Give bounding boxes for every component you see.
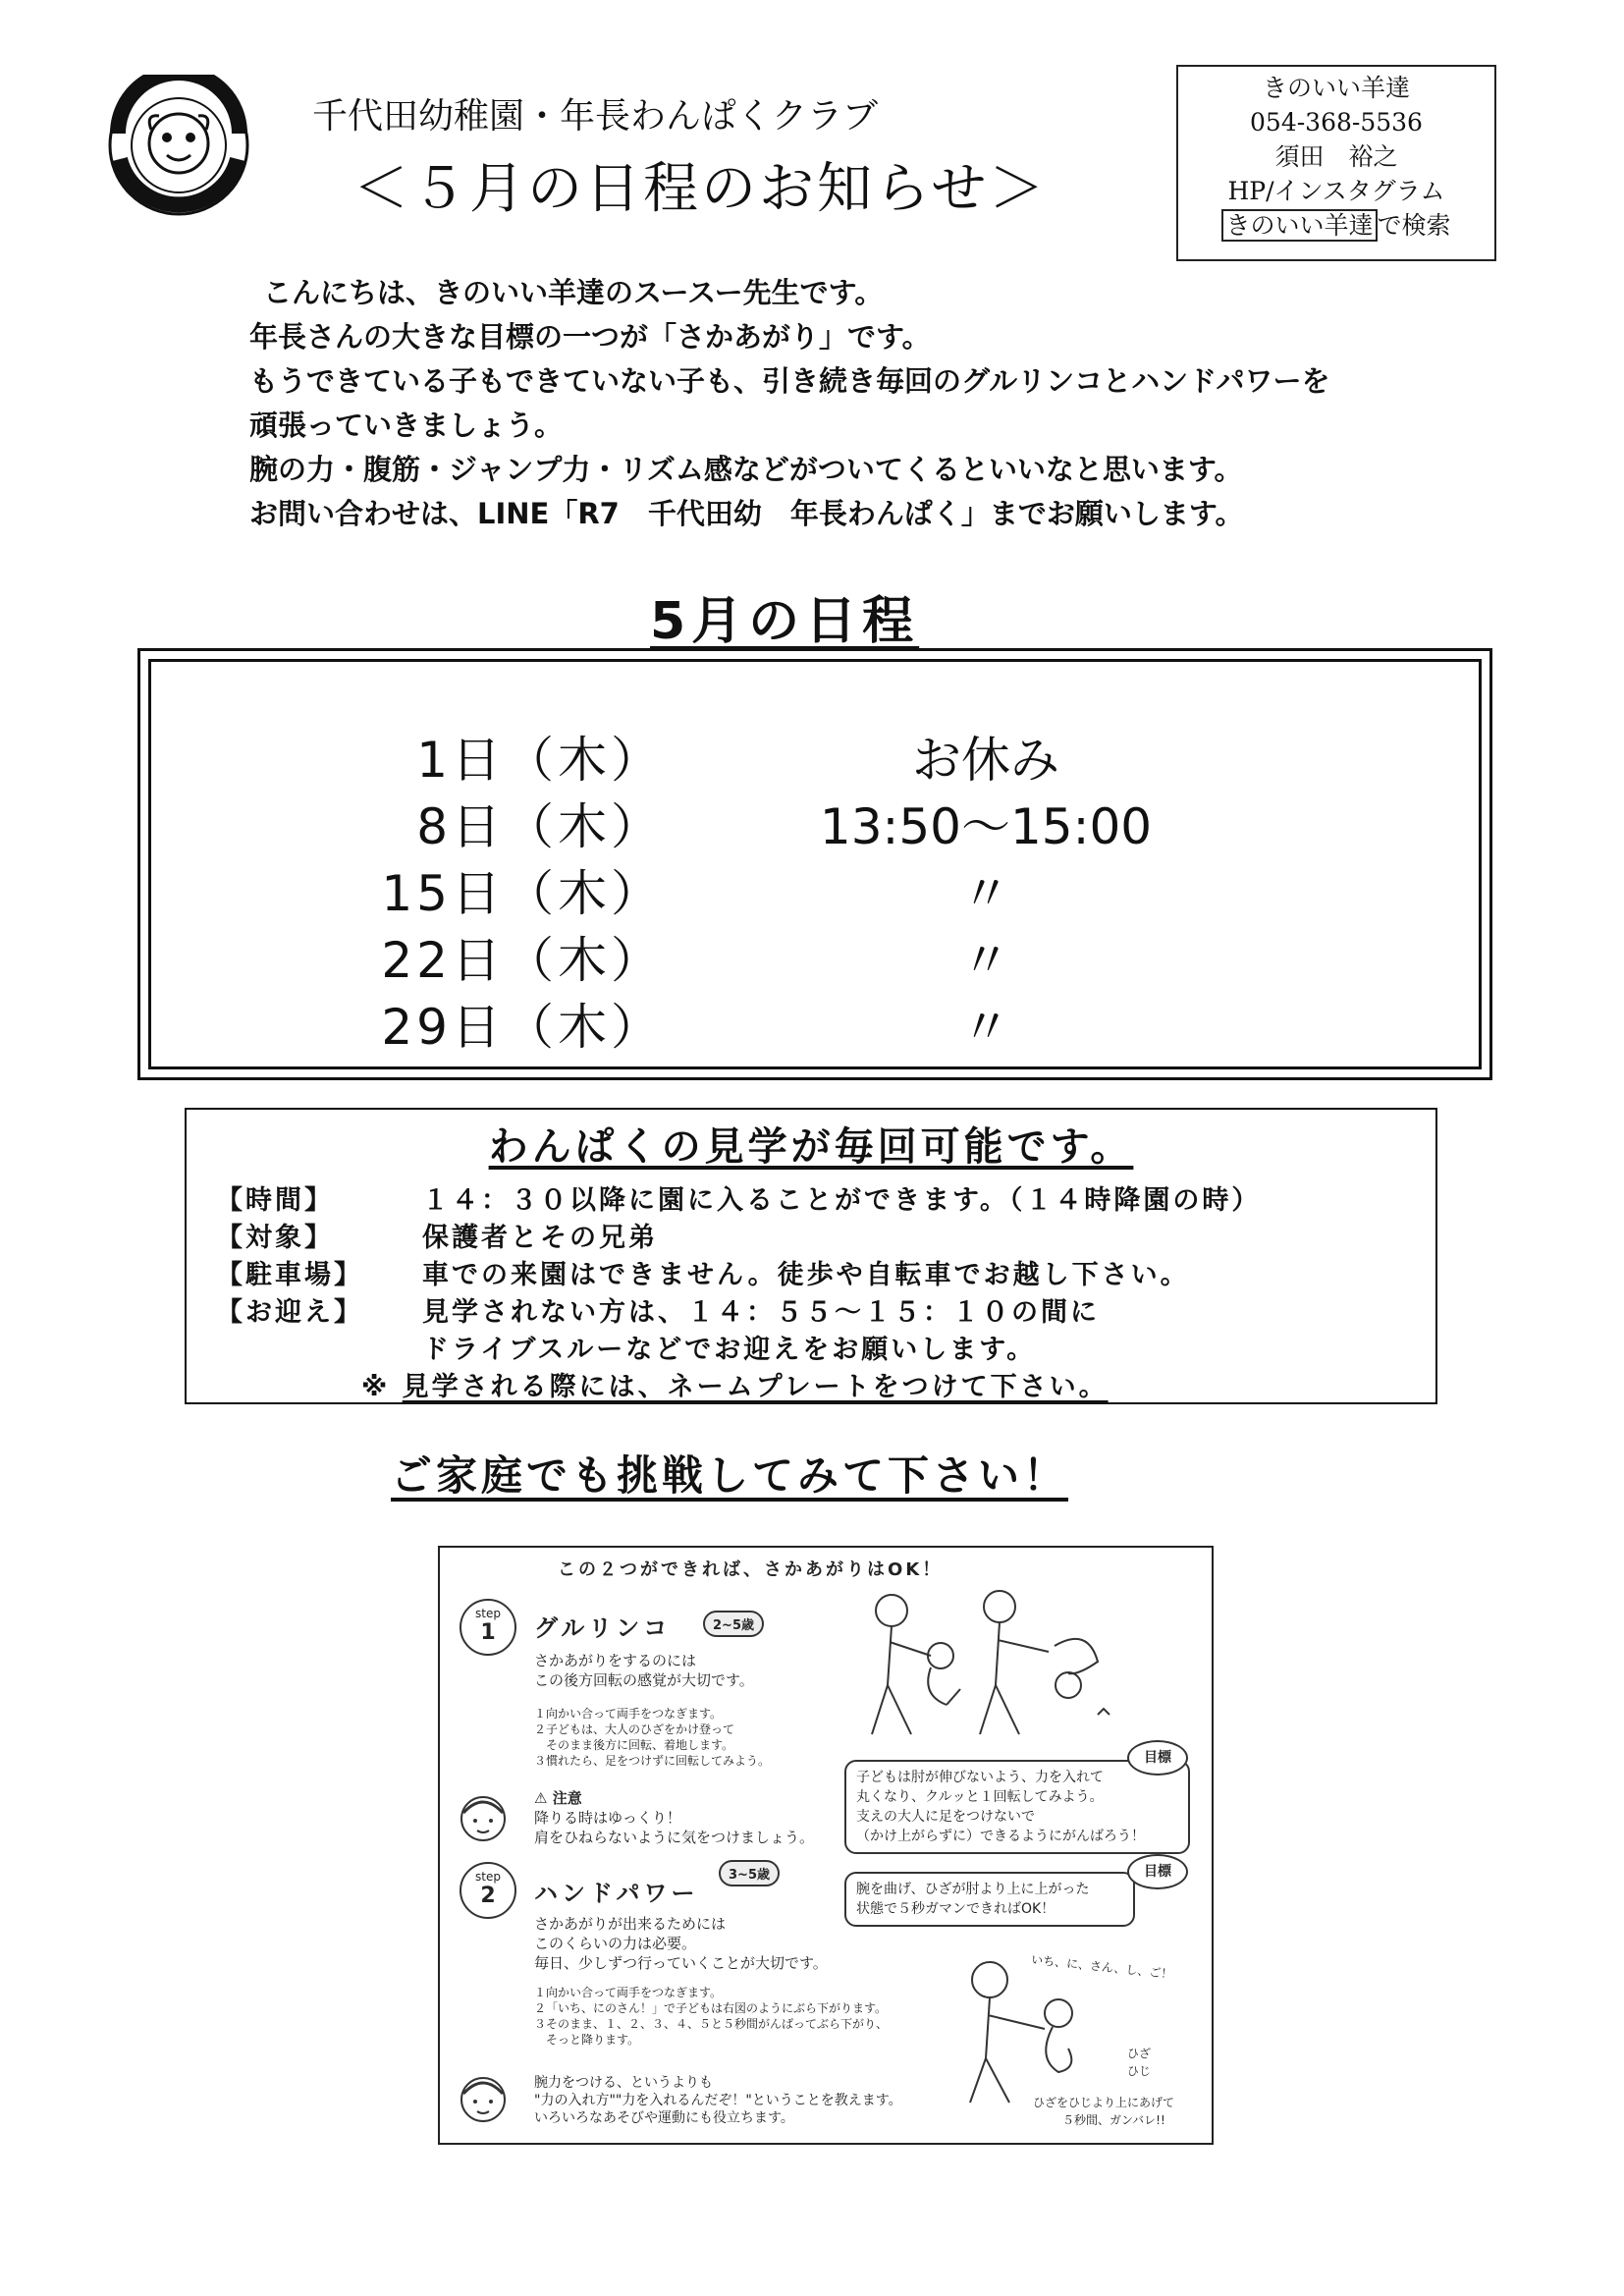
contact-sns: HP/インスタグラム: [1227, 177, 1445, 205]
step1-step: １向かい合って両手をつなぎます。: [534, 1707, 723, 1721]
goal-text: 腕を曲げ、ひざが肘より上に上がった: [856, 1882, 1090, 1897]
step-number: 2: [480, 1884, 496, 1908]
search-suffix: で検索: [1377, 211, 1451, 240]
visit-note: [361, 1365, 1109, 1403]
step1-name: グルリンコ: [534, 1614, 672, 1642]
visit-label: 【お迎え】: [216, 1297, 363, 1328]
club-logo-icon: [108, 75, 249, 216]
step2-step: ２「いち、にのさん！」で子どもは右図のようにぶら下がります。: [534, 2001, 888, 2015]
visit-value: ドライブスルーなどでお迎えをお願いします。: [422, 1335, 1037, 1365]
step2-tip: 腕力をつける、というよりも: [534, 2075, 713, 2091]
schedule-date: 22日（木）: [381, 932, 664, 989]
step2-step: １向かい合って両手をつなぎます。: [534, 1986, 723, 1999]
step2-step: ３そのまま、１、２、３、４、５と５秒間がんばってぶら下がり、: [534, 2017, 889, 2031]
goal-text: 丸くなり、クルッと１回転してみよう。: [856, 1789, 1104, 1805]
caution-row: [534, 1787, 582, 1808]
step2-goal-badge: 目標: [1127, 1854, 1188, 1889]
visit-label: 【駐車場】: [216, 1260, 363, 1290]
step2-age: 3~5歳: [719, 1860, 780, 1886]
step2-name: ハンドパワー: [534, 1880, 699, 1907]
schedule-date: 29日（木）: [381, 999, 664, 1056]
step2-tip: いろいろなあそびや運動にも役立ちます。: [534, 2110, 794, 2126]
intro-line: 腕の力・腹筋・ジャンプ力・リズム感などがついてくるといいなと思います。: [249, 453, 1243, 486]
step-word: step: [475, 1607, 501, 1620]
counting-speech: いち、に、さん、し、ご！: [1030, 1952, 1174, 1982]
illustration-panel: [438, 1546, 1214, 2145]
contact-box: [1176, 65, 1496, 261]
flip-exercise-drawing: [852, 1587, 1147, 1754]
step1-badge: [460, 1599, 516, 1656]
visit-label: 【時間】: [216, 1185, 334, 1216]
intro-message: [249, 271, 1330, 536]
schedule-row: [151, 921, 1479, 989]
step2-tip: "力の入れ方""力を入れるんだぞ！"ということを教えます。: [534, 2093, 902, 2108]
visit-value: 見学されない方は、１４：５５～１５：１０の間に: [422, 1297, 1100, 1328]
illustration-heading: この２つができれば、さかあがりはOK！: [558, 1559, 944, 1580]
caution-text: 肩をひねらないように気をつけましょう。: [534, 1829, 815, 1846]
step-word: step: [475, 1870, 501, 1884]
note-text: 見学される際には、ネームプレートをつけて下さい。: [402, 1372, 1109, 1402]
caution-label: 注意: [552, 1789, 582, 1807]
step1-age: 2~5歳: [703, 1611, 764, 1637]
schedule-inner-frame: [148, 659, 1482, 1069]
step1-desc: さかあがりをするのには: [534, 1652, 697, 1669]
visit-value: １４：３０以降に園に入ることができます。（１４時降園の時）: [422, 1185, 1262, 1216]
step1-goal-box: [844, 1760, 1190, 1854]
visit-value: 車での来園はできません。徒歩や自転車でお越し下さい。: [422, 1260, 1190, 1290]
search-keyword: きのいい羊達: [1221, 209, 1377, 242]
step1-step: そのまま後方に回転、着地します。: [534, 1738, 734, 1752]
warning-icon: ⚠: [534, 1789, 548, 1807]
try-at-home-title: ご家庭でも挑戦してみて下さい！: [391, 1451, 1069, 1500]
step2-desc: このくらいの力は必要。: [534, 1935, 697, 1952]
step1-step: ３慣れたら、足をつけずに回転してみよう。: [534, 1754, 771, 1768]
child-face-icon: [454, 1787, 513, 1846]
schedule-date: 15日（木）: [381, 865, 664, 922]
goal-text: 子どもは肘が伸びないよう、力を入れて: [856, 1770, 1104, 1785]
contact-phone: 054-368-5536: [1250, 108, 1423, 137]
step2-step: そっと降ります。: [534, 2033, 640, 2047]
note-mark: ※: [361, 1372, 391, 1402]
schedule-row: [151, 788, 1479, 855]
intro-line: こんにちは、きのいい羊達のスースー先生です。: [263, 276, 884, 309]
intro-line: 年長さんの大きな目標の一つが「さかあがり」です。: [249, 320, 931, 354]
step2-desc: さかあがりが出来るためには: [534, 1915, 727, 1933]
organization-name: 千代田幼稚園・年長わんぱくクラブ: [312, 96, 879, 137]
child-face-icon: [454, 2068, 513, 2127]
step1-goal-badge: 目標: [1127, 1740, 1188, 1776]
schedule-date: 1日（木）: [416, 732, 664, 789]
schedule-row: [151, 988, 1479, 1056]
schedule-date: 8日（木）: [416, 798, 664, 855]
schedule-time: お休み: [912, 732, 1059, 789]
schedule-row: [151, 854, 1479, 922]
caution-text: 降りる時はゆっくり！: [534, 1809, 681, 1827]
schedule-time: 〃: [961, 932, 1010, 989]
hang-caption: ひざをひじより上にあげて: [1033, 2096, 1175, 2109]
step1-step: ２子どもは、大人のひざをかけ登って: [534, 1722, 735, 1736]
goal-text: （かけ上がらずに）できるようにがんばろう！: [856, 1829, 1145, 1844]
step2-desc: 毎日、少しずつ行っていくことが大切です。: [534, 1954, 828, 1972]
contact-person: 須田 裕之: [1274, 142, 1398, 171]
visit-value: 保護者とその兄弟: [422, 1223, 658, 1253]
intro-line: もうできている子もできていない子も、引き続き毎回のグルリンコとハンドパワーを: [249, 364, 1330, 398]
intro-line: 頑張っていきましょう。: [249, 409, 564, 442]
contact-name: きのいい羊達: [1262, 74, 1410, 102]
schedule-box: [137, 648, 1492, 1080]
visit-label: 【対象】: [216, 1223, 334, 1253]
contact-search: [1178, 208, 1494, 243]
step2-badge: [460, 1862, 516, 1919]
step-number: 1: [480, 1620, 496, 1645]
visit-title: わんぱくの見学が毎回可能です。: [488, 1124, 1134, 1170]
schedule-row: [151, 721, 1479, 789]
goal-text: 支えの大人に足をつけないで: [856, 1809, 1035, 1825]
intro-line: お問い合わせは、LINE「R7 千代田幼 年長わんぱく」までお願いします。: [249, 497, 1244, 530]
hang-caption: ５秒間、ガンバレ!!: [1062, 2113, 1165, 2127]
page-title: ＜５月の日程のお知らせ＞: [353, 157, 1048, 221]
schedule-time: 〃: [961, 999, 1010, 1056]
step1-desc: この後方回転の感覚が大切です。: [534, 1671, 754, 1689]
schedule-title: 5月の日程: [650, 592, 920, 651]
schedule-time: 13:50～15:00: [819, 798, 1153, 855]
goal-text: 状態で５秒ガマンできればOK！: [856, 1901, 1056, 1917]
step2-goal-box: [844, 1872, 1135, 1927]
knee-label: ひざ: [1127, 2047, 1152, 2060]
schedule-time: 〃: [961, 865, 1010, 922]
visit-info-box: [185, 1108, 1437, 1404]
elbow-label: ひじ: [1127, 2064, 1152, 2078]
